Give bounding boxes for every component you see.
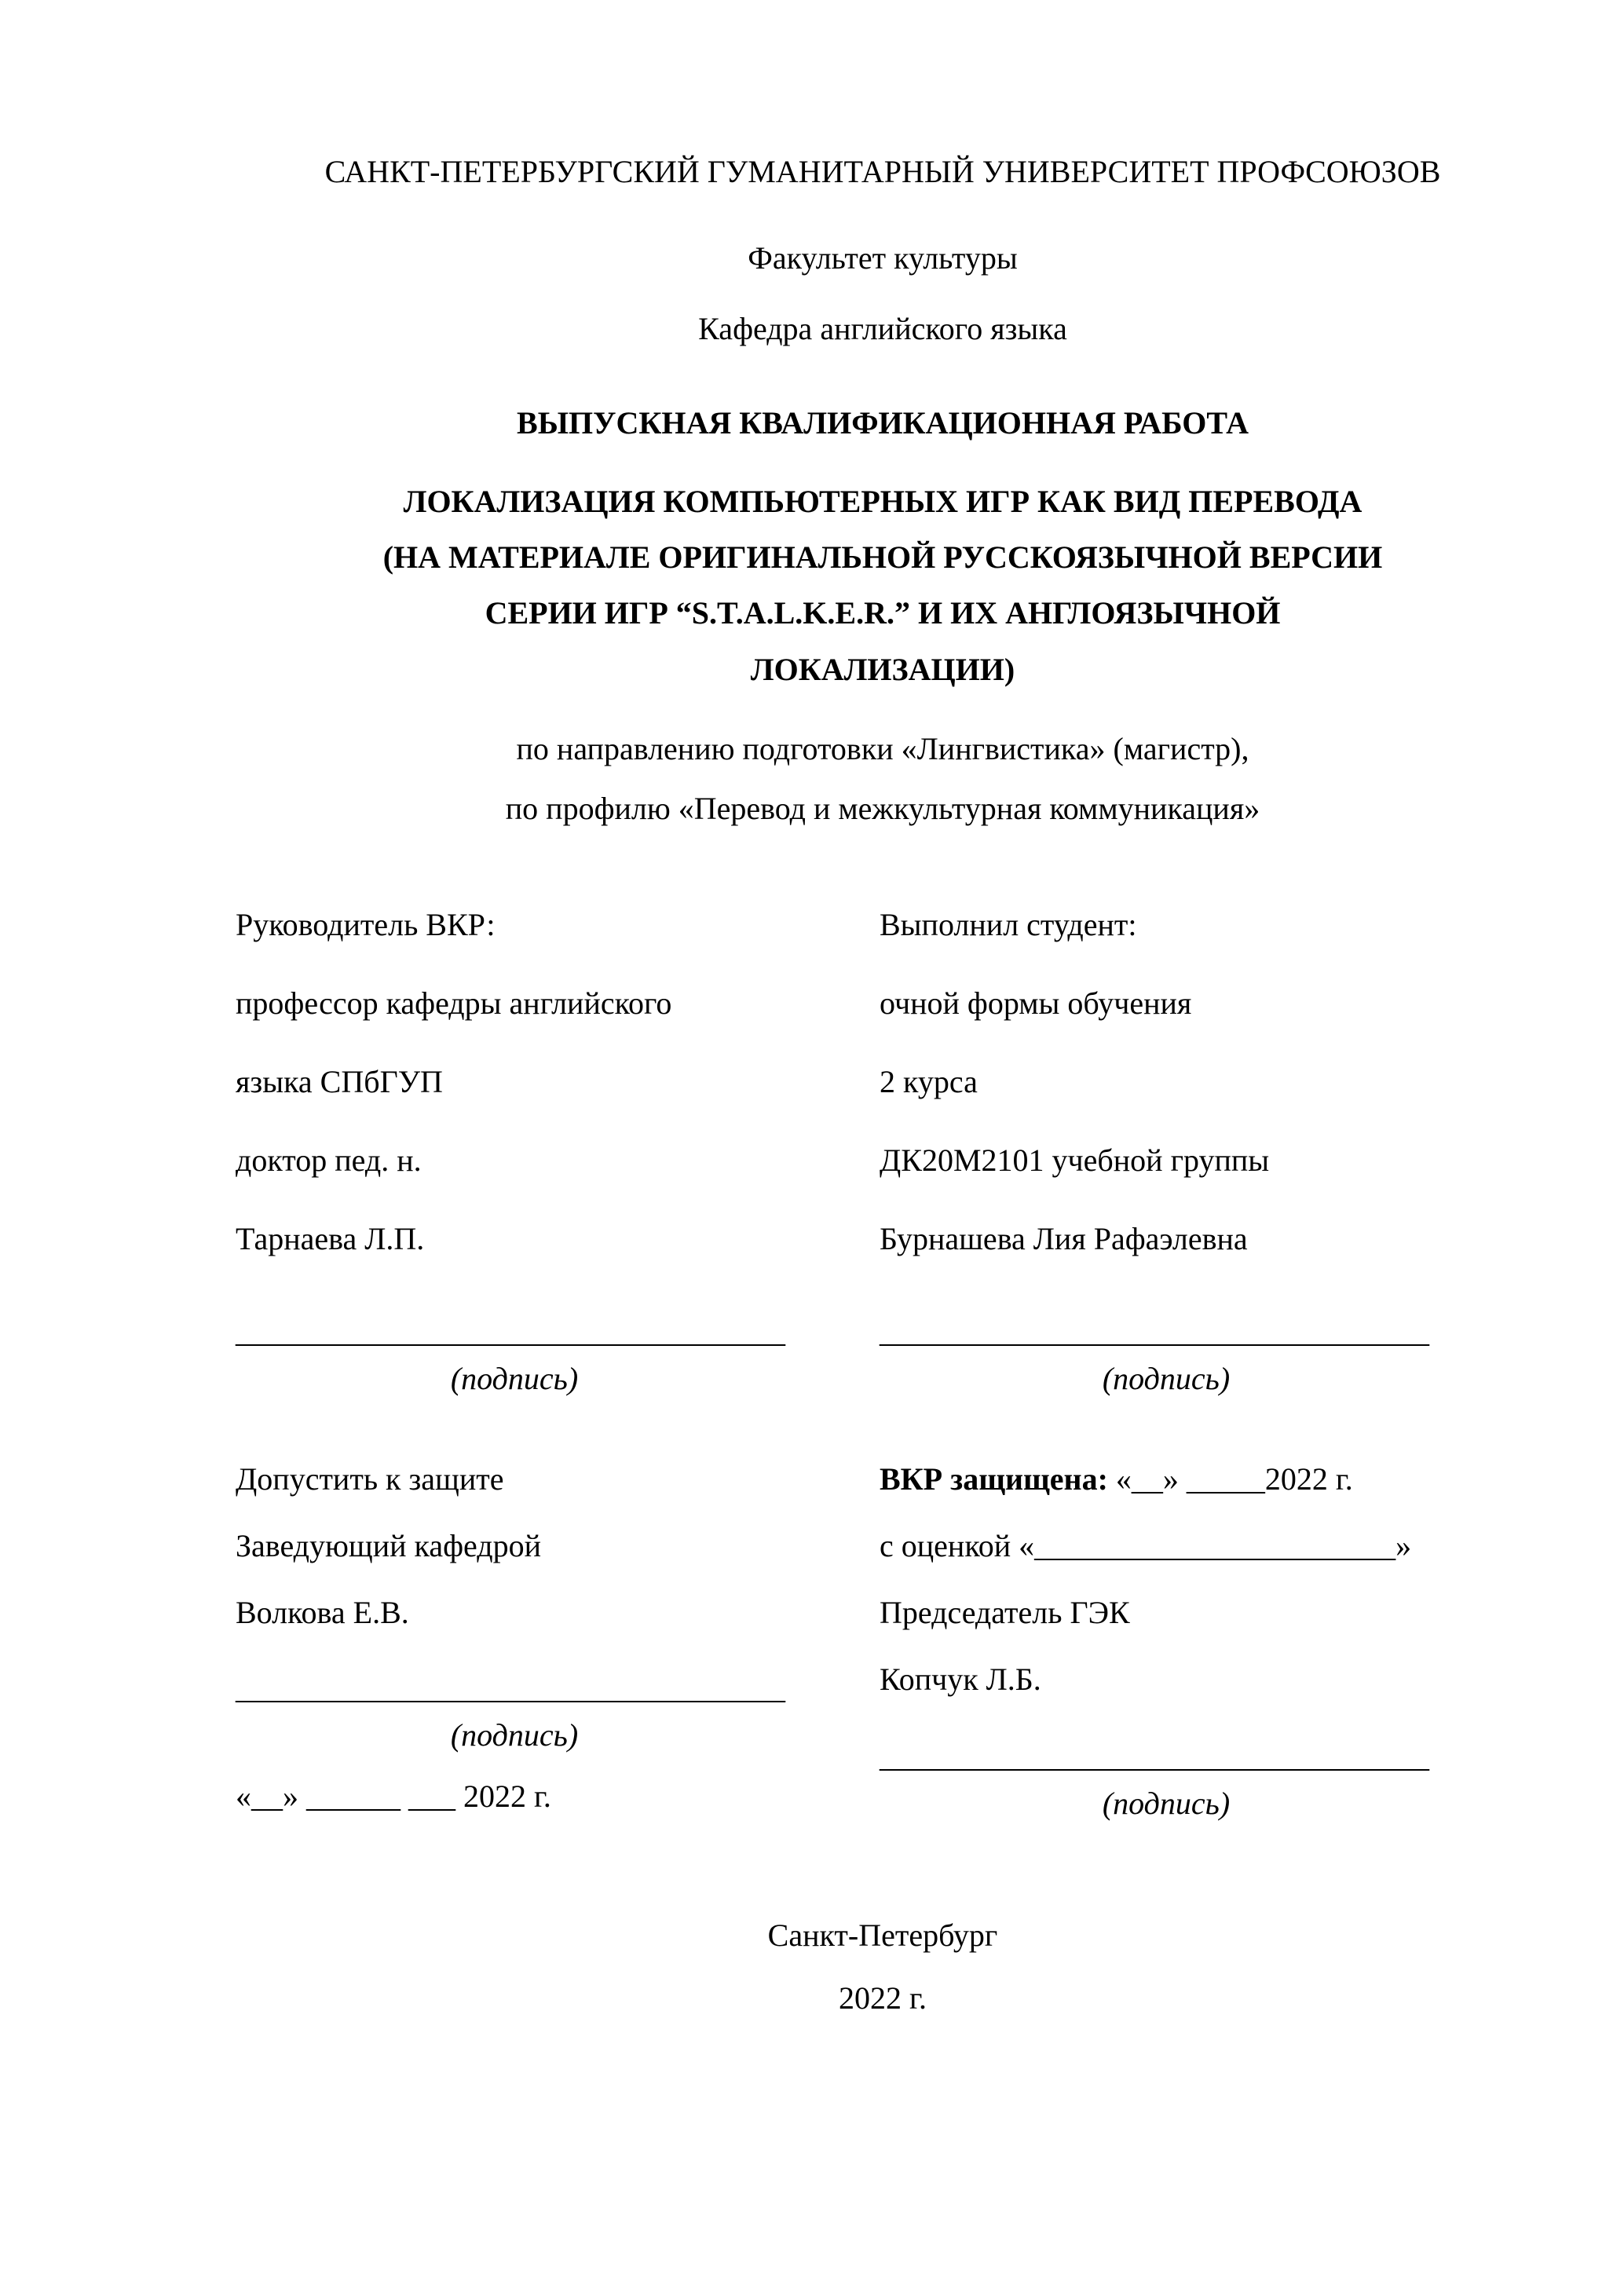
profile-line: по профилю «Перевод и межкультурная коммуникация»: [505, 790, 1260, 826]
supervisor-column: [236, 906, 880, 1823]
defense-status-line: [880, 1461, 1530, 1498]
supervisor-signature-line: ___________________________________: [236, 1313, 785, 1349]
footer-city: Санкт-Петербург: [767, 1917, 998, 1953]
student-column: [880, 906, 1530, 1823]
defense-signature-block: [880, 1738, 1453, 1823]
work-type-heading: ВЫПУСКНАЯ КВАЛИФИКАЦИОННАЯ РАБОТА: [517, 405, 1249, 441]
thesis-title: [236, 473, 1530, 697]
university-name: САНКТ-ПЕТЕРБУРГСКИЙ ГУМАНИТАРНЫЙ УНИВЕРСИТЕТ ПРОФСОЮЗОВ: [324, 154, 1441, 189]
department-name: Кафедра английского языка: [698, 311, 1067, 346]
admission-signature-block: [236, 1669, 793, 1815]
admission-line-2: Заведующий кафедрой: [236, 1527, 542, 1563]
defense-signature-caption: (подпись): [1102, 1785, 1231, 1821]
thesis-title-line-2: (НА МАТЕРИАЛЕ ОРИГИНАЛЬНОЙ РУССКОЯЗЫЧНОЙ ВЕРСИИ: [382, 539, 1383, 576]
supervisor-position-line-1: профессор кафедры английского: [236, 985, 672, 1021]
student-study-form: очной формы обучения: [880, 985, 1192, 1021]
defense-signature-line: ___________________________________: [880, 1738, 1429, 1774]
admission-signature-caption: (подпись): [450, 1717, 579, 1753]
supervisor-signature-block: [236, 1313, 793, 1398]
defense-grade-line: с оценкой «_______________________»: [880, 1527, 1412, 1563]
admission-signature-line: ___________________________________: [236, 1669, 785, 1706]
supervisor-degree: доктор пед. н.: [236, 1142, 422, 1178]
student-signature-caption: (подпись): [1102, 1360, 1231, 1396]
student-label: Выполнил студент:: [880, 906, 1137, 942]
defense-label: ВКР защищена:: [880, 1461, 1108, 1497]
admission-date-line: «__» ______ ___ 2022 г.: [236, 1778, 551, 1814]
supervisor-label: Руководитель ВКР:: [236, 906, 496, 942]
student-course: 2 курса: [880, 1063, 978, 1099]
defense-block: [880, 1461, 1530, 1823]
footer-block: [236, 1917, 1530, 2017]
footer-year: 2022 г.: [839, 1980, 927, 2016]
committee-chair-name: Копчук Л.Б.: [880, 1661, 1041, 1697]
admission-block: [236, 1461, 880, 1815]
admission-line-1: Допустить к защите: [236, 1461, 504, 1497]
thesis-title-line-1: ЛОКАЛИЗАЦИЯ КОМПЬЮТЕРНЫХ ИГР КАК ВИД ПЕРЕВОДА: [403, 484, 1362, 519]
signatories-section: [236, 906, 1530, 1823]
supervisor-position-line-2: языка СПбГУП: [236, 1063, 443, 1099]
program-line: по направлению подготовки «Лингвистика» (магистр),: [516, 730, 1249, 766]
student-group: ДК20М2101 учебной группы: [880, 1142, 1270, 1178]
student-signature-line: ___________________________________: [880, 1313, 1429, 1349]
thesis-title-line-4: ЛОКАЛИЗАЦИИ): [750, 651, 1015, 687]
supervisor-name: Тарнаева Л.П.: [236, 1220, 425, 1256]
student-signature-block: [880, 1313, 1453, 1398]
defense-date: «__» _____2022 г.: [1115, 1461, 1353, 1497]
thesis-title-line-3: СЕРИИ ИГР “S.T.A.L.K.E.R.” И ИХ АНГЛОЯЗЫЧНОЙ: [485, 595, 1281, 631]
student-name: Бурнашева Лия Рафаэлевна: [880, 1220, 1248, 1256]
admission-head-name: Волкова Е.В.: [236, 1594, 409, 1630]
supervisor-signature-caption: (подпись): [450, 1360, 579, 1396]
faculty-name: Факультет культуры: [748, 240, 1018, 276]
committee-chair-title: Председатель ГЭК: [880, 1594, 1130, 1630]
